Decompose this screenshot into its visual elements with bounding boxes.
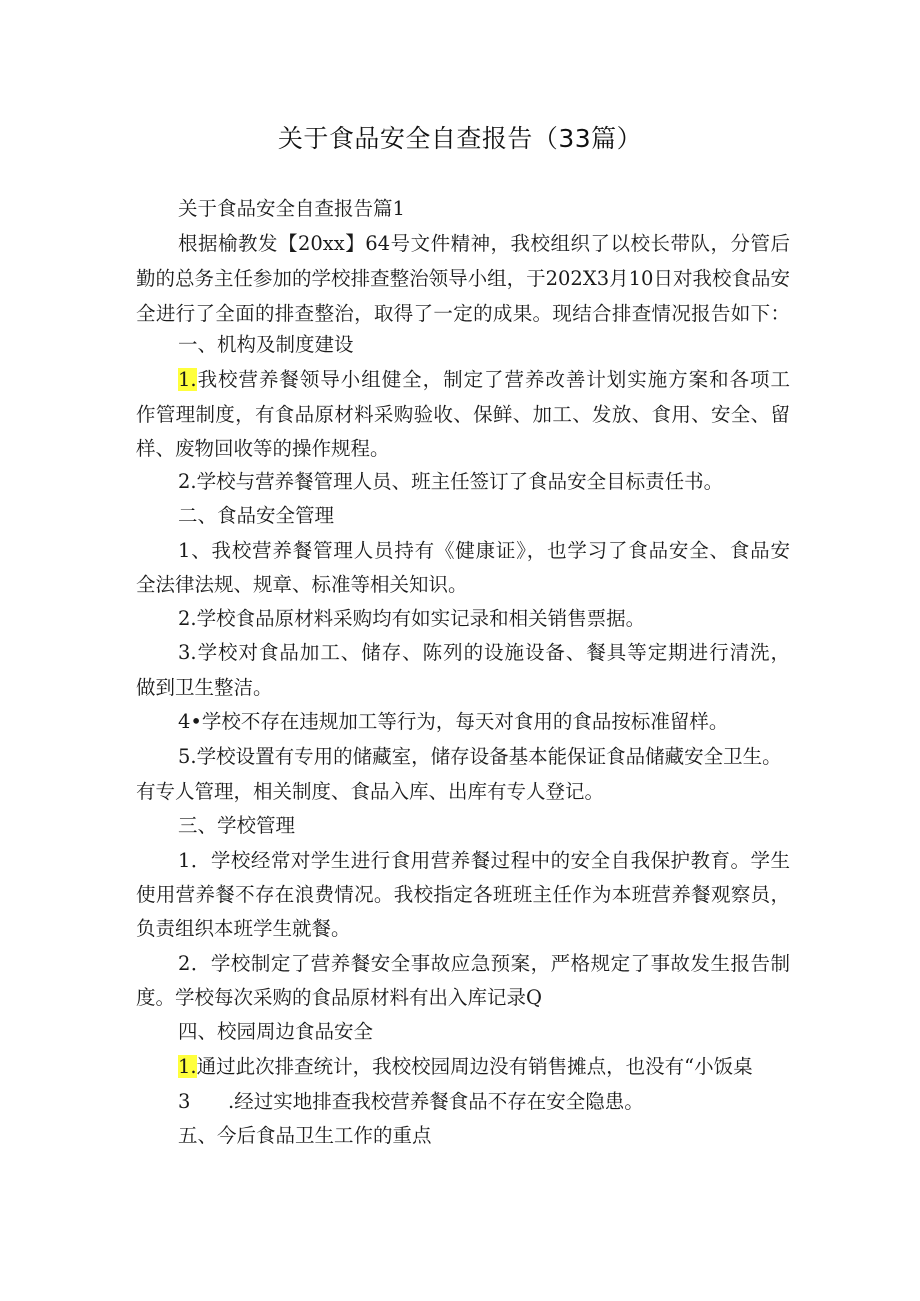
part3-item1-line3: 负责组织本班学生就餐。 [136,917,351,940]
part2-item3-line1: 3.学校对食品加工、储存、陈列的设施设备、餐具等定期进行清洗， [178,641,790,664]
part1-item1-text: 我校营养餐领导小组健全，制定了营养改善计划实施方案和各项工 [196,368,790,391]
part4-item3-text: .经过实地排查我校营养餐食品不存在安全隐患。 [228,1090,644,1113]
highlight-marker: 1. [178,368,197,391]
part3-item1-line1: 1．学校经常对学生进行食用营养餐过程中的安全自我保护教育。学生 [178,849,790,872]
part2-item3-line2: 做到卫生整洁。 [136,676,273,699]
part2-item1-line1: 1、我校营养餐管理人员持有《健康证》，也学习了食品安全、食品安 [178,539,790,562]
part3-item1-line2: 使用营养餐不存在浪费情况。我校指定各班班主任作为本班营养餐观察员， [136,883,790,906]
part2-item2: 2.学校食品原材料采购均有如实记录和相关销售票据。 [178,607,646,630]
section-heading: 关于食品安全自查报告篇1 [178,197,405,220]
highlight-marker: 1. [178,1055,197,1078]
part2-item4: 4•学校不存在违规加工等行为，每天对食用的食品按标准留样。 [178,710,729,733]
document-title: 关于食品安全自查报告（33篇） [277,124,643,153]
intro-line-2: 勤的总务主任参加的学校排查整治领导小组，于202X3月10日对我校食品安 [136,267,790,290]
part3-item2-line1: 2．学校制定了营养餐安全事故应急预案，严格规定了事故发生报告制 [178,952,790,975]
part2-item1-line2: 全法律法规、规章、标准等相关知识。 [136,573,468,596]
part5-heading: 五、今后食品卫生工作的重点 [178,1124,432,1147]
part2-item5-line1: 5.学校设置有专用的储藏室，储存设备基本能保证食品储藏安全卫生。 [178,745,782,768]
part4-item3 [178,1087,644,1117]
part1-item1-line3: 样、废物回收等的操作规程。 [136,437,390,460]
part4-item1-text: 通过此次排查统计，我校校园周边没有销售摊点，也没有“小饭桌 [196,1055,753,1078]
part3-item2-line2: 度。学校每次采购的食品原材料有出入库记录Q [136,986,542,1009]
part4-heading: 四、校园周边食品安全 [178,1020,374,1043]
intro-line-3: 全进行了全面的排查整治，取得了一定的成果。现结合排查情况报告如下： [136,302,790,325]
part4-item1 [178,1052,753,1082]
part2-item5-line2: 有专人管理，相关制度、食品入库、出库有专人登记。 [136,780,605,803]
part1-item2: 2.学校与营养餐管理人员、班主任签订了食品安全目标责任书。 [178,470,724,493]
intro-line-1: 根据榆教发【20xx】64号文件精神，我校组织了以校长带队，分管后 [178,232,790,255]
part3-heading: 三、学校管理 [178,814,296,837]
part1-item1-line2: 作管理制度，有食品原材料采购验收、保鲜、加工、发放、食用、安全、留 [136,403,790,426]
part1-heading: 一、机构及制度建设 [178,333,354,356]
part1-item1-line1 [178,365,790,395]
part2-heading: 二、食品安全管理 [178,504,335,527]
part4-item3-number: 3 [178,1090,191,1113]
